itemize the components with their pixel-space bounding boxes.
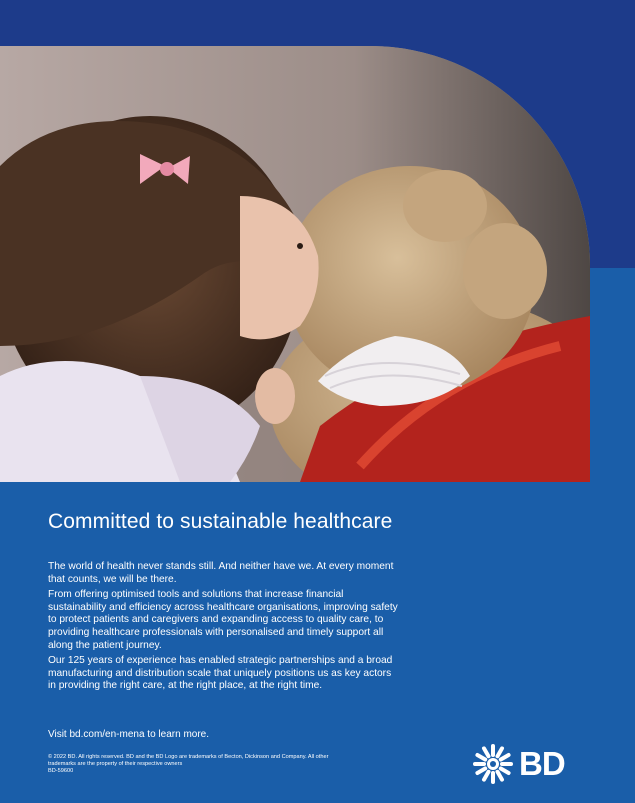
- body-paragraph-2: From offering optimised tools and solutions that increase financial sustainability and efficiency across healthcare organisations, improving safety to protect patients and caregivers and expanding access to quality care, to providing healthcare professionals with personalised and timely support all along the patient journey.: [48, 589, 398, 651]
- bd-logo-text: BD: [519, 745, 565, 782]
- body-copy: [48, 561, 398, 696]
- visit-link-text[interactable]: Visit bd.com/en-mena to learn more.: [48, 729, 210, 740]
- body-paragraph-1: The world of health never stands still. And neither have we. At every moment that counts, we will be there.: [48, 561, 394, 585]
- bd-burst-icon: [472, 743, 514, 785]
- headline: Committed to sustainable healthcare: [48, 510, 393, 533]
- body-paragraph-3: Our 125 years of experience has enabled strategic partnerships and a broad manufacturing and distribution scale that uniquely positions us as key actors in providing the right care, at the right place, at the right time.: [48, 655, 393, 692]
- document-code: BD-59600: [48, 768, 74, 775]
- child-teddy-photo: [0, 46, 590, 482]
- legal-footer: [48, 754, 338, 776]
- copyright-text: © 2022 BD. All rights reserved. BD and the BD Logo are trademarks of Becton, Dickinson and Company. All other trademarks are the property of their respective owners: [48, 754, 329, 768]
- bd-logo: [472, 743, 592, 785]
